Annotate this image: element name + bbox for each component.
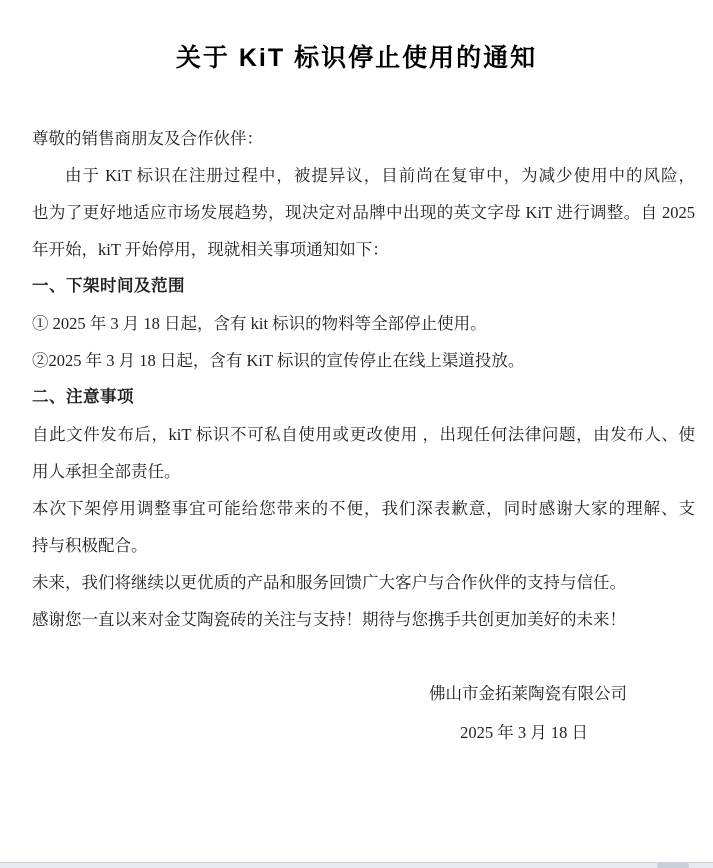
notice-title: 关于 KiT 标识停止使用的通知 <box>175 44 538 72</box>
notice-body <box>32 120 695 638</box>
thanks-line: 感谢您一直以来对金艾陶瓷砖的关注与支持！期待与您携手共创更加美好的未来！ <box>32 610 626 629</box>
section-1-heading: 一、下架时间及范围 <box>32 277 185 295</box>
section-1-item-2: ②2025 年 3 月 18 日起，含有 KiT 标识的宣传停止在线上渠道投放。 <box>32 351 525 370</box>
signature-date: 2025 年 3 月 18 日 <box>460 723 588 742</box>
bottom-scrollbar-thumb[interactable] <box>657 863 689 868</box>
notes-line-1: 自此文件发布后，kiT 标识不可私自使用或更改使用 ，出现任何法律问题，由发布人、使 <box>32 425 695 444</box>
signature-block <box>32 675 695 754</box>
intro-line-1: 由于 KiT 标识在注册过程中，被提异议，目前尚在复审中，为减少使用中的风险， <box>65 166 695 185</box>
section-1-item-1: ① 2025 年 3 月 18 日起，含有 kit 标识的物料等全部停止使用。 <box>32 314 487 333</box>
intro-line-3: 年开始，kiT 开始停用，现就相关事项通知如下： <box>32 240 389 259</box>
salutation: 尊敬的销售商朋友及合作伙伴： <box>32 129 263 148</box>
future-line: 未来，我们将继续以更优质的产品和服务回馈广大客户与合作伙伴的支持与信任。 <box>32 573 626 592</box>
section-2-heading: 二、注意事项 <box>32 388 134 406</box>
apology-line-1: 本次下架停用调整事宜可能给您带来的不便，我们深表歉意，同时感谢大家的理解、支 <box>32 499 695 518</box>
signature-company: 佛山市金拓莱陶瓷有限公司 <box>429 684 627 703</box>
bottom-scrollbar-track[interactable] <box>0 862 713 868</box>
intro-line-2: 也为了更好地适应市场发展趋势，现决定对品牌中出现的英文字母 KiT 进行调整。自 2025 <box>32 203 695 222</box>
notes-line-2: 用人承担全部责任。 <box>32 462 181 481</box>
apology-line-2: 持与积极配合。 <box>32 536 148 555</box>
